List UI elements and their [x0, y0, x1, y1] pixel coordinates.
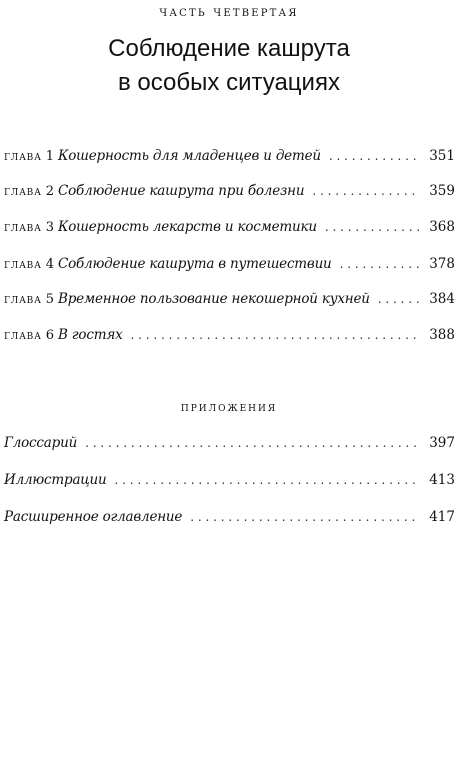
page-number: 417	[429, 509, 455, 525]
part-title-line-2: в особых ситуациях	[118, 69, 340, 96]
part-label: часть четвертая	[159, 4, 299, 20]
dot-leader	[312, 184, 419, 198]
toc-entry-extended-contents[interactable]	[4, 509, 455, 529]
page-number: 413	[429, 472, 455, 488]
chapter-number: 4	[45, 257, 54, 272]
appendices-heading: приложения	[180, 400, 278, 415]
page-number: 397	[429, 435, 455, 451]
chapter-label: глава	[4, 149, 42, 164]
chapter-number: 6	[45, 328, 54, 343]
page-number: 388	[429, 327, 455, 343]
dot-leader	[115, 473, 419, 487]
page-number: 359	[429, 183, 455, 199]
chapter-title: Временное пользование некошерной кухней	[58, 291, 370, 307]
dot-leader	[85, 436, 419, 450]
chapter-number: 1	[45, 149, 54, 164]
dot-leader	[340, 257, 419, 271]
dot-leader	[190, 510, 419, 524]
toc-entry-glossary[interactable]	[4, 435, 455, 455]
toc-entry-chapter-6[interactable]	[4, 327, 455, 347]
chapter-title: Кошерность для младенцев и детей	[58, 148, 321, 164]
dot-leader	[329, 149, 419, 163]
page-number: 368	[429, 219, 455, 235]
dot-leader	[378, 292, 419, 306]
page-number: 384	[429, 291, 455, 307]
chapter-number: 2	[45, 184, 54, 199]
toc-entry-chapter-5[interactable]	[4, 291, 455, 311]
toc-entry-chapter-2[interactable]	[4, 183, 455, 203]
dot-leader	[325, 220, 419, 234]
page-number: 378	[429, 256, 455, 272]
part-title-line-1: Соблюдение кашрута	[108, 35, 350, 62]
page-number: 351	[429, 148, 455, 164]
chapter-title: Соблюдение кашрута в путешествии	[58, 256, 332, 272]
dot-leader	[130, 328, 419, 342]
chapter-number: 3	[45, 220, 54, 235]
chapter-title: Кошерность лекарств и косметики	[58, 219, 317, 235]
toc-entry-chapter-1[interactable]	[4, 148, 455, 168]
chapter-number: 5	[45, 292, 54, 307]
chapter-label: глава	[4, 184, 42, 199]
toc-entry-illustrations[interactable]	[4, 472, 455, 492]
appendix-title: Расширенное оглавление	[4, 509, 183, 525]
chapter-label: глава	[4, 257, 42, 272]
chapter-label: глава	[4, 220, 42, 235]
part-title	[0, 32, 458, 100]
toc-entry-chapter-4[interactable]	[4, 256, 455, 276]
chapter-title: Соблюдение кашрута при болезни	[58, 183, 305, 199]
appendix-title: Иллюстрации	[4, 472, 107, 488]
chapter-label: глава	[4, 292, 42, 307]
appendix-title: Глоссарий	[4, 435, 78, 451]
chapter-title: В гостях	[58, 327, 123, 343]
chapter-label: глава	[4, 328, 42, 343]
toc-entry-chapter-3[interactable]	[4, 219, 455, 239]
